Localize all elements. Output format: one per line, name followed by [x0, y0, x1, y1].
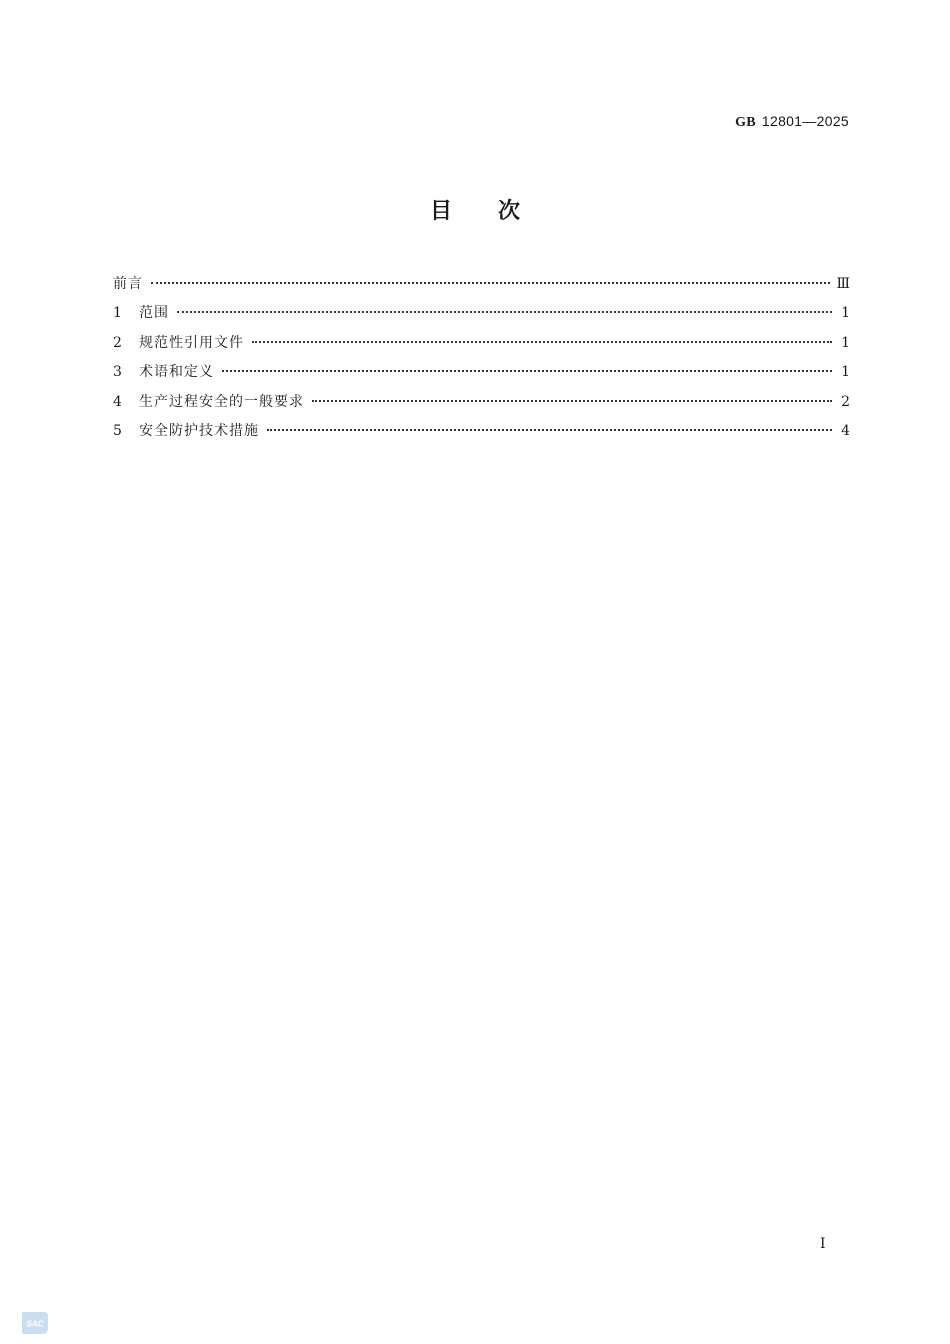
page-number: I: [820, 1236, 826, 1252]
toc-dot-leader: [177, 311, 832, 313]
toc-entry-number: 1: [113, 305, 122, 322]
toc-dot-leader: [151, 282, 830, 284]
toc-entry-page: 1: [841, 334, 850, 351]
toc-entry-title: 范围: [139, 305, 169, 322]
toc-entry-page: 4: [841, 422, 850, 439]
toc-entry-page: 1: [841, 305, 850, 322]
toc-entry-foreword[interactable]: [113, 270, 850, 299]
toc-entry-scope[interactable]: [113, 299, 850, 328]
toc-entry-number: 2: [113, 334, 122, 351]
toc-entry-normative-references[interactable]: [113, 329, 850, 358]
toc-entry-page: 2: [841, 393, 850, 410]
toc-entry-terms-definitions[interactable]: [113, 358, 850, 387]
table-of-contents: [113, 270, 850, 446]
standard-code: [735, 113, 849, 131]
standard-prefix: GB: [735, 115, 756, 130]
toc-entry-protective-measures[interactable]: [113, 417, 850, 446]
toc-entry-title: 术语和定义: [139, 364, 214, 381]
toc-entry-page: Ⅲ: [836, 276, 850, 292]
toc-entry-title: 安全防护技术措施: [139, 422, 259, 439]
toc-entry-page: 1: [841, 364, 850, 381]
toc-dot-leader: [252, 341, 832, 343]
toc-dot-leader: [222, 370, 832, 372]
toc-entry-title: 生产过程安全的一般要求: [139, 393, 304, 410]
toc-dot-leader: [312, 400, 832, 402]
toc-entry-number: 4: [113, 393, 122, 410]
standard-number: 12801—2025: [761, 113, 849, 129]
toc-entry-title: 规范性引用文件: [139, 334, 244, 351]
toc-entry-title: 前言: [113, 276, 143, 292]
sac-logo-icon: [20, 1310, 50, 1336]
toc-title: 目次: [429, 199, 566, 224]
sac-logo-text: SAC: [26, 1319, 44, 1329]
toc-entry-general-requirements[interactable]: [113, 388, 850, 417]
toc-entry-number: 3: [113, 364, 122, 381]
toc-dot-leader: [267, 429, 832, 431]
toc-entry-number: 5: [113, 422, 122, 439]
